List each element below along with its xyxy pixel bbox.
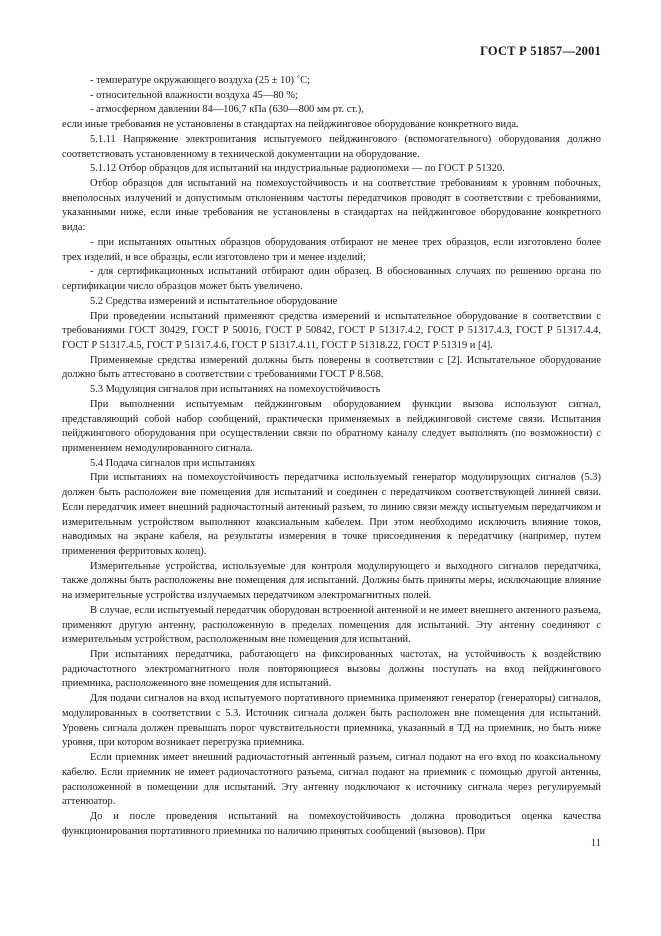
paragraph-quality-assessment: До и после проведения испытаний на помехоустойчивость должна проводиться оценка качества функционирования портативного приемника по наличию принятых сообщений (вызовов). При [62, 810, 601, 837]
section-heading-5-2: 5.2 Средства измерений и испытательное оборудование [90, 295, 338, 307]
paragraph-test-equipment: При проведении испытаний применяют средства измерений и испытательное оборудование в соответствии с требованиями ГОСТ 30429, ГОСТ Р 50016, ГОСТ Р 50842, ГОСТ Р 51317.4.2, ГОСТ Р 51317.4.3, ГОСТ Р 51317.4.4, ГОСТ Р 51317.4.5, ГОСТ Р 51317.4.6, ГОСТ Р 51317.4.11, ГОСТ Р 51318.22, ГОСТ Р 51319 и [4]. [62, 310, 601, 351]
paragraph-sample-selection: Отбор образцов для испытаний на помехоустойчивость и на соответствие требованиям к уровням побочных, внеполосных излучений и допустимым отклонениям частоты передатчиков проводят в соответствии с требованиями, указанными ниже, если иные требования не установлены в стандартах на пейджинговое оборудование конкретного вида: [62, 178, 601, 234]
paragraph-conditions-note: если иные требования не установлены в стандартах на пейджинговое оборудование конкретного вида. [62, 119, 519, 131]
document-body [62, 74, 601, 839]
paragraph-modulation: При выполнении испытуемым пейджинговым оборудованием функции вызова используют сигнал, представляющий собой набор сообщений, практически применяемых в пейджинговой системе связи. Испытания пейджингового оборудования при осуществлении связи по обратному каналу следует выполнять (по возможности) с применением немодулированного сигнала. [62, 398, 601, 454]
paragraph-receiver-signal: Для подачи сигналов на вход испытуемого портативного приемника применяют генератор (генераторы) сигналов, модулированных в соответствии с 5.3. Источник сигнала должен быть расположен вне помещения для испытаний. Уровень сигнала должен превышать порог чувствительности приемника, указанный в ТД на приемник, но быть ниже уровня, при котором возникает перегрузка приемника. [62, 693, 601, 749]
paragraph-measuring-devices: Измерительные устройства, используемые для контроля модулирующего и выходного сигналов передатчика, также должны быть расположены вне помещения для испытаний. Должны быть приняты меры, исключающие влияние на измерительные устройства излучаемых передатчиком электромагнитных полей. [62, 560, 601, 602]
list-item-humidity: - относительной влажности воздуха 45—80 %; [90, 89, 298, 101]
section-heading-5-4: 5.4 Подача сигналов при испытаниях [90, 457, 256, 469]
section-heading-5-3: 5.3 Модуляция сигналов при испытаниях на помехоустойчивость [90, 384, 381, 396]
page-number: 11 [590, 838, 601, 849]
paragraph-5-1-12: 5.1.12 Отбор образцов для испытаний на индустриальные радиопомехи — по ГОСТ Р 51320. [90, 163, 505, 175]
paragraph-built-in-antenna: В случае, если испытуемый передатчик оборудован встроенной антенной и не имеет внешнего антенного разъема, применяют другую антенну, расположенную в пределах помещения для испытаний. Эту антенну соединяют с измерительным устройством, расположенным вне помещения для испытаний. [62, 604, 601, 646]
list-item-prototype-samples: - при испытаниях опытных образцов оборудования отбирают не менее трех образцов, если изготовлено более трех изделий, и все образцы, если изготовлено три и менее изделий; [62, 236, 601, 263]
paragraph-verification: Применяемые средства измерений должны быть поверены в соответствии с [2]. Испытательное оборудование должно быть аттестовано в соответствии с требованиями ГОСТ Р 8.568. [62, 354, 601, 381]
paragraph-transmitter-signal: При испытаниях на помехоустойчивость передатчика используемый генератор модулирующих сигналов (5.3) должен быть расположен вне помещения для испытаний и соединен с передатчиком соответствующей линией связи. Если передатчик имеет внешний радиочастотный антенный разъем, то линию связи между испытуемым передатчиком и измерительным устройством выполняют коаксиальным кабелем. При этом необходимо исключить влияние токов, наводимых на экране кабеля, на результаты измерения в точке присоединения к передатчику (например, путем применения ферритовых колец). [62, 472, 601, 557]
list-item-temperature: - температуре окружающего воздуха (25 ± 10) ˚C; [90, 75, 310, 86]
paragraph-5-1-11: 5.1.11 Напряжение электропитания испытуемого пейджингового (вспомогательного) оборудования должно соответствовать установленному в технической документации на оборудование. [62, 133, 601, 160]
document-code-header: ГОСТ Р 51857—2001 [480, 44, 601, 58]
list-item-pressure: - атмосферном давлении 84—106,7 кПа (630—800 мм рт. ст.), [90, 104, 364, 116]
list-item-certification-samples: - для сертификационных испытаний отбирают один образец. В обоснованных случаях по решению органа по сертификации число образцов может быть увеличено. [62, 266, 601, 293]
paragraph-receiver-connector: Если приемник имеет внешний радиочастотный антенный разъем, сигнал подают на его вход по коаксиальному кабелю. Если приемник не имеет радиочастотного разъема, сигнал подают на приемник с помощью другой антенны, расположенной в помещении для испытаний. Эту антенну подключают к источнику сигнала через регулируемый аттенюатор. [62, 752, 601, 808]
paragraph-fixed-frequency: При испытаниях передатчика, работающего на фиксированных частотах, на устойчивость к воздействию радиочастотного электромагнитного поля повторяющиеся вызовы должны поступать на вход пейджингового приемника, расположенного вне помещения для испытаний. [62, 649, 601, 690]
